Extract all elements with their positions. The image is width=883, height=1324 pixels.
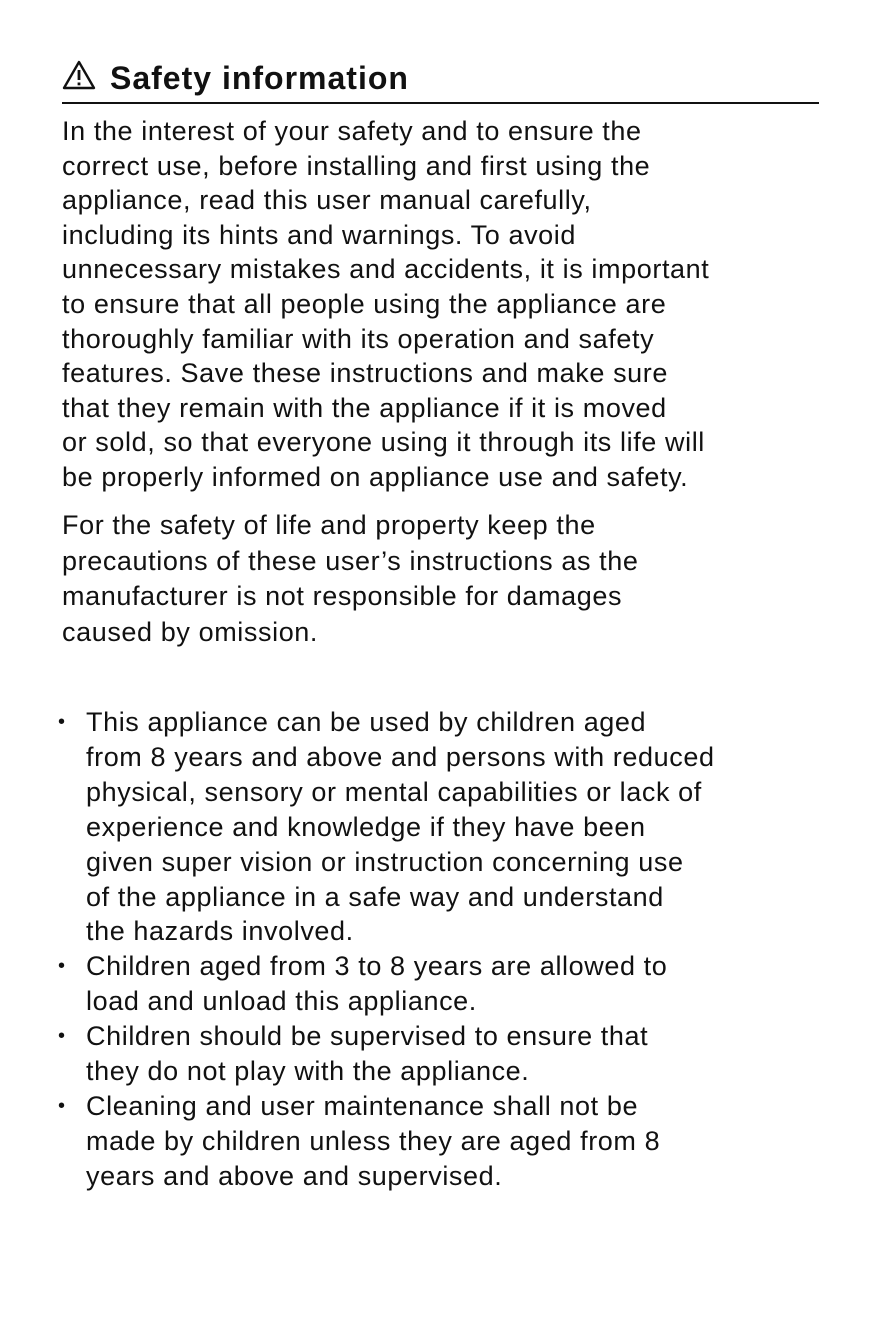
- bullet-line: they do not play with the appliance.: [86, 1056, 530, 1087]
- bullet-line: from 8 years and above and persons with reduced: [86, 741, 715, 772]
- bullet-line: Children aged from 3 to 8 years are allowed to: [86, 951, 668, 982]
- bullet-line: Cleaning and user maintenance shall not be: [86, 1090, 639, 1121]
- intro-line: that they remain with the appliance if it is moved: [62, 392, 667, 423]
- precaution-paragraph: [62, 508, 639, 650]
- intro-line: including its hints and warnings. To avoid: [62, 219, 576, 250]
- precaution-line: caused by omission.: [62, 616, 319, 647]
- intro-line: to ensure that all people using the appliance are: [62, 288, 667, 319]
- intro-line: unnecessary mistakes and accidents, it is important: [62, 254, 710, 285]
- bullet-line: This appliance can be used by children aged: [86, 707, 647, 737]
- bullet-item: [58, 1089, 715, 1194]
- intro-line: be properly informed on appliance use and safety.: [62, 461, 689, 492]
- bullet-line: Children should be supervised to ensure that: [86, 1021, 649, 1052]
- bullet-line: years and above and supervised.: [86, 1160, 503, 1191]
- intro-line: thoroughly familiar with its operation and safety: [62, 323, 655, 354]
- page-title: Safety information: [110, 60, 409, 96]
- intro-line: or sold, so that everyone using it through its life will: [62, 427, 705, 458]
- intro-line: correct use, before installing and first using the: [62, 150, 651, 181]
- bullet-dot: •: [58, 1025, 66, 1048]
- bullet-item: [58, 949, 715, 1019]
- bullet-line: the hazards involved.: [86, 916, 354, 947]
- intro-line: In the interest of your safety and to ensure the: [62, 116, 642, 146]
- section-header: [62, 56, 819, 104]
- precaution-line: manufacturer is not responsible for damages: [62, 581, 623, 611]
- precaution-line: For the safety of life and property keep the: [62, 510, 596, 540]
- bullet-line: physical, sensory or mental capabilities or lack of: [86, 776, 702, 807]
- warning-triangle-icon: [62, 60, 96, 90]
- bullet-item: [58, 1019, 715, 1089]
- bullet-item: [58, 705, 715, 949]
- bullet-dot: •: [58, 711, 66, 733]
- bullet-dot: •: [58, 955, 66, 978]
- bullet-line: given super vision or instruction concerning use: [86, 846, 684, 877]
- bullet-dot: •: [58, 1094, 66, 1117]
- bullet-line: made by children unless they are aged from 8: [86, 1125, 661, 1156]
- bullet-line: experience and knowledge if they have been: [86, 811, 646, 842]
- bullet-line: of the appliance in a safe way and understand: [86, 881, 664, 912]
- intro-line: appliance, read this user manual carefully,: [62, 185, 592, 216]
- bullet-line: load and unload this appliance.: [86, 986, 477, 1017]
- intro-paragraph: [62, 114, 709, 495]
- safety-bullet-list: [58, 705, 715, 1194]
- intro-line: features. Save these instructions and make sure: [62, 358, 669, 389]
- precaution-line: precautions of these user’s instructions as the: [62, 545, 639, 576]
